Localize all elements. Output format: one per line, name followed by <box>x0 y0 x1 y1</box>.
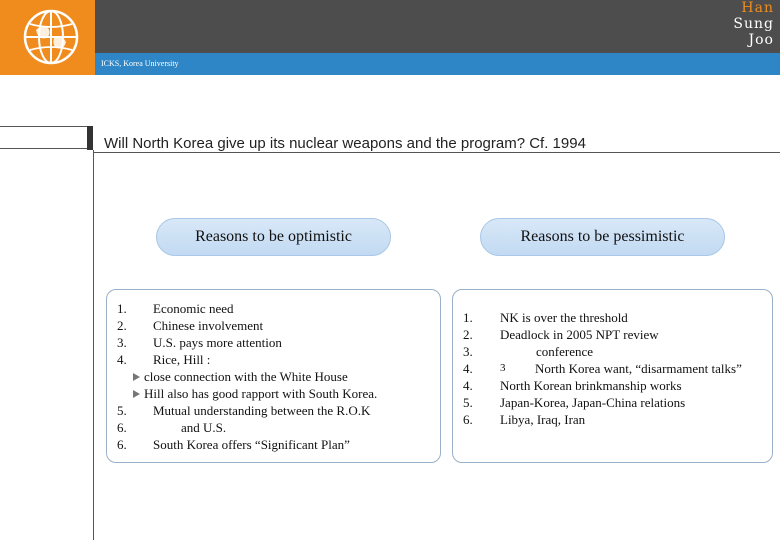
item-number: 6. <box>117 420 127 435</box>
item-number: 2. <box>117 318 127 333</box>
item-number: 2. <box>463 327 473 342</box>
globe-icon <box>22 8 80 66</box>
bullet-arrow-icon <box>133 390 140 398</box>
item-number: 3. <box>463 344 473 359</box>
item-number: 4. <box>463 361 473 376</box>
logo <box>0 0 95 75</box>
optimistic-panel <box>106 289 441 463</box>
item-number: 3. <box>117 335 127 350</box>
brand-name <box>733 0 774 48</box>
item-text: Libya, Iraq, Iran <box>500 412 586 427</box>
item-number: 1. <box>463 310 473 325</box>
item-number: 4. <box>463 378 473 393</box>
item-text: U.S. pays more attention <box>153 335 282 350</box>
content-left-rule <box>93 150 94 540</box>
item-text: and U.S. <box>181 420 227 435</box>
item-text: Rice, Hill : <box>153 352 211 367</box>
title-marker <box>87 126 93 150</box>
item-number: 6. <box>463 412 473 427</box>
brand-line-1: Han <box>741 0 774 16</box>
item-text: Chinese involvement <box>153 318 264 333</box>
item-text: NK is over the threshold <box>500 310 628 325</box>
title-underline <box>93 152 780 153</box>
item-text: conference <box>536 344 594 359</box>
subheader-bar <box>95 53 780 75</box>
sub-list-item <box>133 385 377 402</box>
item-text: Hill also has good rapport with South Korea. <box>144 386 378 401</box>
item-number: 6. <box>117 437 127 452</box>
item-text: Mutual understanding between the R.O.K <box>153 403 371 418</box>
item-text: close connection with the White House <box>144 369 348 384</box>
brand-line-3: Joo <box>748 32 774 48</box>
item-text: North Korea want, “disarmament talks” <box>535 361 742 376</box>
title-rule-top <box>0 126 87 127</box>
item-text: South Korea offers “Significant Plan” <box>153 437 350 452</box>
bullet-arrow-icon <box>133 373 140 381</box>
item-number: 4. <box>117 352 127 367</box>
sub-list-item <box>133 368 348 385</box>
pessimistic-heading: Reasons to be pessimistic <box>480 218 725 256</box>
item-number: 5. <box>463 395 473 410</box>
item-number: 5. <box>117 403 127 418</box>
optimistic-heading: Reasons to be optimistic <box>156 218 391 256</box>
item-number: 1. <box>117 301 127 316</box>
brand-line-2: Sung <box>733 16 774 32</box>
slide-title: Will North Korea give up its nuclear weapons and the program? Cf. 1994 <box>104 135 586 152</box>
item-text: Japan-Korea, Japan-China relations <box>500 395 686 410</box>
item-text: North Korean brinkmanship works <box>500 378 682 393</box>
header-bar <box>95 0 780 53</box>
title-rule-bottom <box>0 148 87 149</box>
item-prefix: 3 <box>500 362 506 374</box>
pessimistic-panel <box>452 289 773 463</box>
institution-label: ICKS, Korea University <box>101 59 179 68</box>
item-text: Economic need <box>153 301 234 316</box>
item-text: Deadlock in 2005 NPT review <box>500 327 659 342</box>
